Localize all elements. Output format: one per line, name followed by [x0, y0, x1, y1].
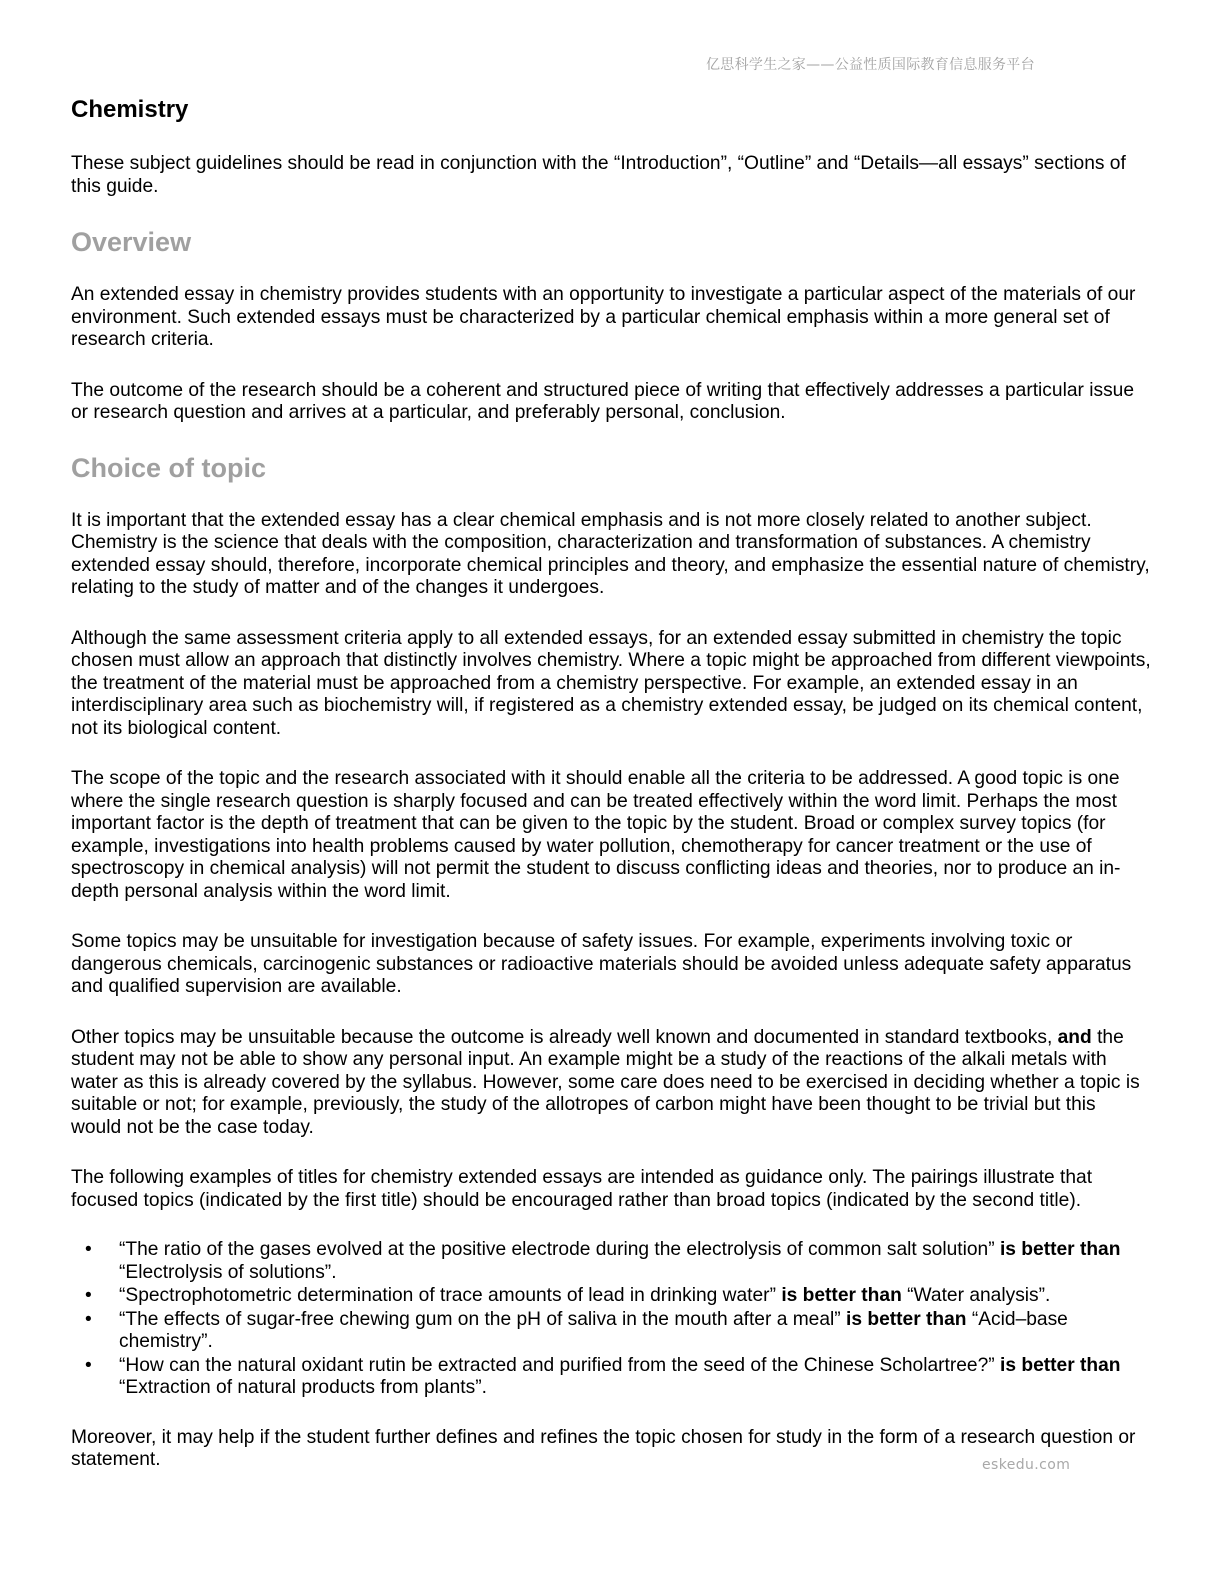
overview-paragraph-1: An extended essay in chemistry provides students with an opportunity to investigate a particular aspect of the materials of our environment. Such extended essays must be characterized by a particular chemical emphasis within a more general set of research criteria.: [71, 284, 1136, 350]
footer-watermark: eskedu.com: [982, 1457, 1071, 1473]
other-topics-bold: and: [1057, 1026, 1092, 1048]
example-broad-title: “Acid–base chemistry”.: [119, 1308, 1068, 1352]
list-item: [71, 1309, 1151, 1354]
topic-paragraph-2: Although the same assessment criteria apply to all extended essays, for an extended essay submitted in chemistry the topic chosen must allow an approach that distinctly involves chemistry. Where a topic might be approached from different viewpoints, the treatment of the material must be approached from a chemistry perspective. For example, an extended essay in an interdisciplinary area such as biochemistry will, if registered as a chemistry extended essay, be judged on its chemical content, not its biological content.: [71, 627, 1151, 739]
list-item: [71, 1355, 1151, 1400]
header-watermark: 亿思科学生之家——公益性质国际教育信息服务平台: [706, 57, 1035, 73]
example-connector: is better than: [1000, 1354, 1121, 1376]
example-broad-title: “Extraction of natural products from plants”.: [119, 1377, 487, 1398]
list-item: [71, 1285, 1151, 1308]
topic-paragraph-1: It is important that the extended essay has a clear chemical emphasis and is not more closely related to another subject. Chemistry is the science that deals with the composition, characterization and transformation of substances. A chemistry extended essay should, therefore, incorporate chemical principles and theory, and emphasize the essential nature of chemistry, relating to the study of matter and of the changes it undergoes.: [71, 509, 1150, 598]
example-connector: is better than: [846, 1308, 967, 1330]
document-body: [71, 96, 1151, 1500]
closing-paragraph: Moreover, it may help if the student further defines and refines the topic chosen for study in the form of a research question or statement.: [71, 1426, 1136, 1470]
bullet-icon: •: [85, 1239, 92, 1260]
topic-paragraph-4: Some topics may be unsuitable for investigation because of safety issues. For example, experiments involving toxic or dangerous chemicals, carcinogenic substances or radioactive materials should be avoided unless adequate safety apparatus and qualified supervision are available.: [71, 931, 1132, 997]
example-focused-title: “The effects of sugar-free chewing gum on the pH of saliva in the mouth after a meal”: [119, 1308, 841, 1330]
bullet-icon: •: [85, 1285, 92, 1306]
overview-paragraph-2: The outcome of the research should be a coherent and structured piece of writing that effectively addresses a particular issue or research question and arrives at a particular, and preferably personal, conclusion.: [71, 379, 1135, 423]
example-focused-title: “The ratio of the gases evolved at the positive electrode during the electrolysis of common salt solution”: [119, 1239, 995, 1260]
examples-intro-paragraph: The following examples of titles for chemistry extended essays are intended as guidance only. The pairings illustrate that focused topics (indicated by the first title) should be encouraged rather than broad topics (indicated by the second title).: [71, 1167, 1093, 1211]
choice-of-topic-heading: Choice of topic: [71, 452, 266, 483]
bullet-icon: •: [85, 1308, 92, 1330]
other-topics-text-end: the student may not be able to show any personal input. An example might be a study of the reactions of the alkali metals with water as this is already covered by the syllabus. However, some care does need to be exercised in deciding whether a topic is suitable or not; for example, previously, the study of the allotropes of carbon might have been thought to be trivial but this would not be the case today.: [71, 1026, 1140, 1138]
example-broad-title: “Water analysis”.: [907, 1285, 1051, 1306]
document-title: Chemistry: [71, 96, 189, 123]
other-topics-text-start: Other topics may be unsuitable because the outcome is already well known and documented in standard textbooks,: [71, 1026, 1058, 1048]
example-connector: is better than: [781, 1285, 902, 1306]
overview-heading: Overview: [71, 227, 192, 257]
bullet-icon: •: [85, 1354, 92, 1376]
list-item: [71, 1239, 1151, 1284]
example-connector: is better than: [999, 1239, 1121, 1260]
example-broad-title: “Electrolysis of solutions”.: [119, 1261, 337, 1283]
intro-paragraph: These subject guidelines should be read in conjunction with the “Introduction”, “Outline” and “Details—all essays” sections of this guide.: [71, 153, 1126, 197]
other-topics-paragraph: [71, 1027, 1151, 1140]
topic-paragraph-3: The scope of the topic and the research associated with it should enable all the criteria to be addressed. A good topic is one where the single research question is sharply focused and can be treated effectively within the word limit. Perhaps the most important factor is the depth of treatment that can be given to the topic by the student. Broad or complex survey topics (for example, investigations into health problems caused by water pollution, chemotherapy for cancer treatment or the use of spectroscopy in chemical analysis) will not permit the student to discuss conflicting ideas and theories, nor to produce an in-depth personal analysis within the word limit.: [71, 768, 1121, 902]
example-focused-title: “Spectrophotometric determination of trace amounts of lead in drinking water”: [119, 1285, 776, 1306]
examples-list: [71, 1239, 1151, 1400]
example-focused-title: “How can the natural oxidant rutin be extracted and purified from the seed of the Chinese Scholartree?”: [119, 1354, 995, 1376]
